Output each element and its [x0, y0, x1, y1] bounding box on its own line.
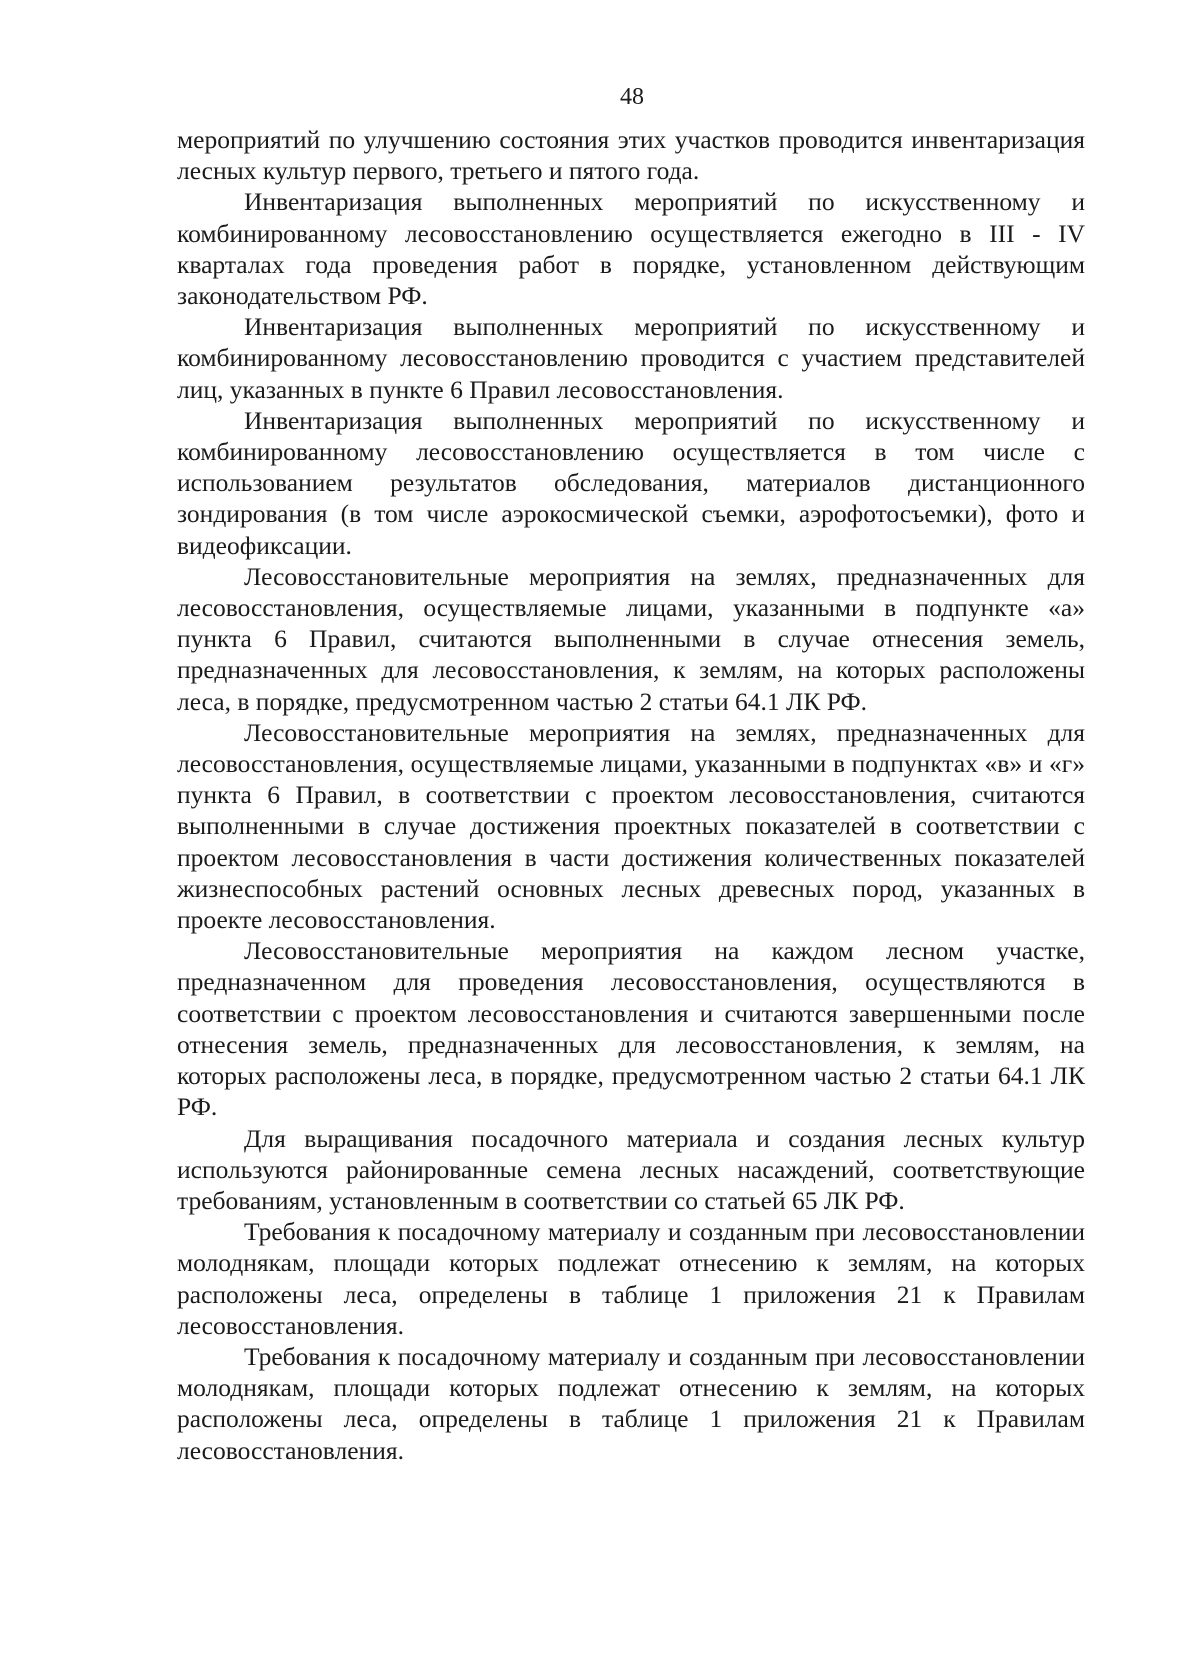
paragraph: Для выращивания посадочного материала и создания лесных культур используются районированные семена лесных насаждений, соответствующие требованиям, установленным в соответствии со статьей 65 ЛК РФ.: [177, 1123, 1085, 1215]
paragraph: Инвентаризация выполненных мероприятий по искусственному и комбинированному лесовосстановлению осуществляется ежегодно в III - IV кварталах года проведения работ в порядке, установленном действующим законодательством РФ.: [177, 187, 1085, 311]
document-body: [177, 124, 1085, 1466]
paragraph: Лесовосстановительные мероприятия на землях, предназначенных для лесовосстановления, осуществляемые лицами, указанными в подпунктах «в» и «г» пункта 6 Правил, в соответствии с проектом лесовосстановления, считаются выполненными в случае достижения проектных показателей в соответствии с проектом лесовосстановления в части достижения количественных показателей жизнеспособных растений основных лесных древесных пород, указанных в проекте лесовосстановления.: [177, 717, 1085, 935]
paragraph-continuation: мероприятий по улучшению состояния этих участков проводится инвентаризация лесных культур первого, третьего и пятого года.: [177, 125, 1085, 186]
paragraph: Лесовосстановительные мероприятия на землях, предназначенных для лесовосстановления, осуществляемые лицами, указанными в подпункте «а» пункта 6 Правил, считаются выполненными в случае отнесения земель, предназначенных для лесовосстановления, к землям, на которых расположены леса, в порядке, предусмотренном частью 2 статьи 64.1 ЛК РФ.: [177, 561, 1085, 716]
page-number: 48: [620, 84, 644, 110]
paragraph: Лесовосстановительные мероприятия на каждом лесном участке, предназначенном для проведения лесовосстановления, осуществляются в соответствии с проектом лесовосстановления и считаются завершенными после отнесения земель, предназначенных для лесовосстановления, к землям, на которых расположены леса, в порядке, предусмотренном частью 2 статьи 64.1 ЛК РФ.: [177, 936, 1085, 1122]
paragraph: Требования к посадочному материалу и созданным при лесовосстановлении молоднякам, площади которых подлежат отнесению к землям, на которых расположены леса, определены в таблице 1 приложения 21 к Правилам лесовосстановления.: [177, 1341, 1085, 1465]
paragraph: Инвентаризация выполненных мероприятий по искусственному и комбинированному лесовосстановлению проводится с участием представителей лиц, указанных в пункте 6 Правил лесовосстановления.: [177, 312, 1085, 404]
paragraph: Требования к посадочному материалу и созданным при лесовосстановлении молоднякам, площади которых подлежат отнесению к землям, на которых расположены леса, определены в таблице 1 приложения 21 к Правилам лесовосстановления.: [177, 1217, 1085, 1340]
paragraph: Инвентаризация выполненных мероприятий по искусственному и комбинированному лесовосстановлению осуществляется в том числе с использованием результатов обследования, материалов дистанционного зондирования (в том числе аэрокосмической съемки, аэрофотосъемки), фото и видеофиксации.: [177, 405, 1085, 560]
